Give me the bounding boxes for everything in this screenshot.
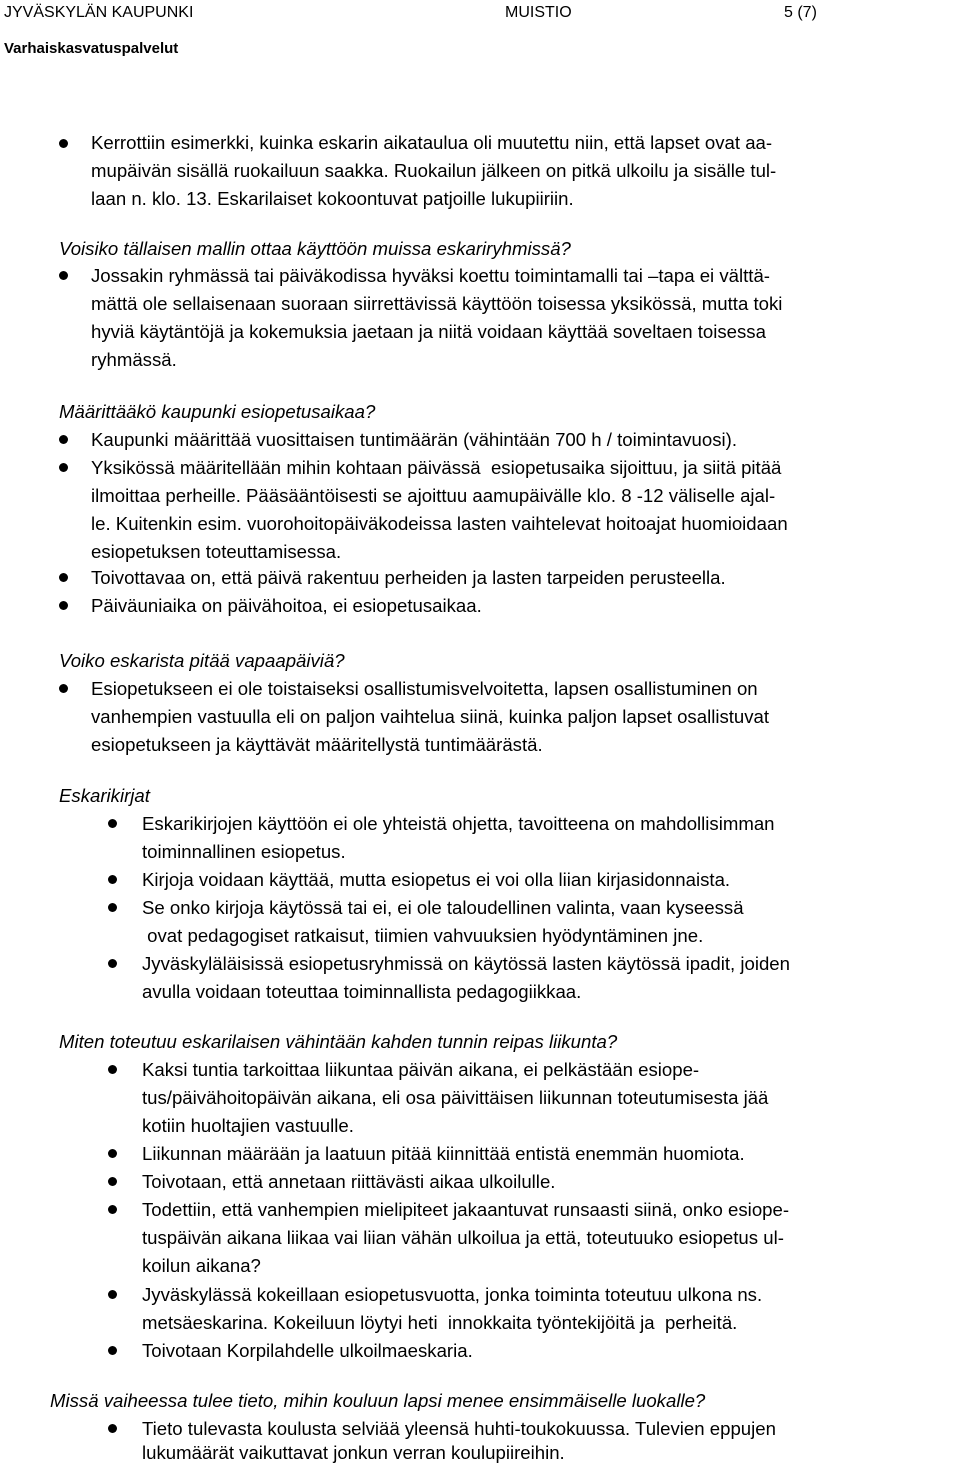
body-line: ovat pedagogiset ratkaisut, tiimien vahvuuksien hyödyntäminen jne. — [142, 925, 704, 946]
body-line: mupäivän sisällä ruokailuun saakka. Ruokailun jälkeen on pitkä ulkoilu ja sisälle tul- — [91, 160, 777, 181]
header-document-type: MUISTIO — [505, 4, 572, 21]
bullet-marker — [108, 959, 117, 968]
bullet-marker — [59, 435, 68, 444]
bullet-marker — [108, 1346, 117, 1355]
body-line: laan n. klo. 13. Eskarilaiset kokoontuvat patjoille lukupiiriin. — [91, 188, 574, 209]
bullet-marker — [59, 573, 68, 582]
body-line: Toivottavaa on, että päivä rakentuu perheiden ja lasten tarpeiden perusteella. — [91, 567, 726, 588]
bullet-marker — [59, 601, 68, 610]
body-line: Jyväskylässä kokeillaan esiopetusvuotta, jonka toiminta toteutuu ulkona ns. — [142, 1284, 763, 1305]
body-line: tuspäivän aikana liikaa vai liian vähän ulkoilua ja että, toteutuuko esiopetus ul- — [142, 1227, 784, 1248]
bullet-marker — [108, 875, 117, 884]
body-line: tus/päivähoitopäivän aikana, eli osa päivittäisen liikunnan toteutumisesta jää — [142, 1087, 769, 1108]
body-line: le. Kuitenkin esim. vuorohoitopäiväkodeissa lasten vaihtelevat hoitoajat huomioidaan — [91, 513, 788, 534]
body-line: Liikunnan määrään ja laatuun pitää kiinnittää entistä enemmän huomiota. — [142, 1143, 745, 1164]
body-line: ilmoittaa perheille. Pääsääntöisesti se ajoittuu aamupäivälle klo. 8 -12 väliselle ajal- — [91, 485, 776, 506]
body-line: Esiopetukseen ei ole toistaiseksi osallistumisvelvoitetta, lapsen osallistuminen on — [91, 678, 758, 699]
header-unit: Varhaiskasvatuspalvelut — [4, 40, 179, 57]
body-line: Yksikössä määritellään mihin kohtaan päivässä esiopetusaika sijoittuu, ja siitä pitää — [91, 457, 782, 478]
bullet-marker — [59, 139, 68, 148]
body-line: Kaksi tuntia tarkoittaa liikuntaa päivän aikana, ei pelkästään esiope- — [142, 1059, 700, 1080]
header-organization: JYVÄSKYLÄN KAUPUNKI — [4, 4, 194, 21]
body-line: koilun aikana? — [142, 1255, 261, 1276]
body-line: Kerrottiin esimerkki, kuinka eskarin aikataulua oli muutettu niin, että lapset ovat aa- — [91, 132, 773, 153]
body-line: metsäeskarina. Kokeiluun löytyi heti innokkaita työntekijöitä ja perheitä. — [142, 1312, 738, 1333]
question-heading: Miten toteutuu eskarilaisen vähintään kahden tunnin reipas liikunta? — [59, 1031, 618, 1052]
body-line: ryhmässä. — [91, 349, 177, 370]
body-line: esiopetukseen ja käyttävät määritellystä tuntimäärästä. — [91, 734, 543, 755]
body-line: toiminnallinen esiopetus. — [142, 841, 346, 862]
body-line: hyviä käytäntöjä ja kokemuksia jaetaan ja niitä voidaan käyttää soveltaen toisessa — [91, 321, 766, 342]
bullet-marker — [108, 1424, 117, 1433]
bullet-marker — [108, 1149, 117, 1158]
body-line: avulla voidaan toteuttaa toiminnallista pedagogiikkaa. — [142, 981, 582, 1002]
body-line: esiopetuksen toteuttamisessa. — [91, 541, 342, 562]
question-heading: Voiko eskarista pitää vapaapäiviä? — [59, 650, 345, 671]
bullet-marker — [108, 1205, 117, 1214]
body-line: Toivotaan, että annetaan riittävästi aikaa ulkoilulle. — [142, 1171, 556, 1192]
body-line: Päiväuniaika on päivähoitoa, ei esiopetusaikaa. — [91, 595, 482, 616]
body-line: Se onko kirjoja käytössä tai ei, ei ole taloudellinen valinta, vaan kyseessä — [142, 897, 744, 918]
body-line: Toivotaan Korpilahdelle ulkoilmaeskaria. — [142, 1340, 473, 1361]
body-line: kotiin huoltajien vastuulle. — [142, 1115, 354, 1136]
bullet-marker — [108, 819, 117, 828]
bullet-marker — [108, 1177, 117, 1186]
body-line: Todettiin, että vanhempien mielipiteet jakaantuvat runsaasti siinä, onko esiope- — [142, 1199, 790, 1220]
body-line: lukumäärät vaikuttavat jonkun verran koulupiireihin. — [142, 1442, 565, 1463]
bullet-marker — [59, 463, 68, 472]
body-line: Jossakin ryhmässä tai päiväkodissa hyväksi koettu toimintamalli tai –tapa ei välttä- — [91, 265, 770, 286]
body-line: Jyväskyläläisissä esiopetusryhmissä on käytössä lasten käytössä ipadit, joiden — [142, 953, 790, 974]
bullet-marker — [108, 903, 117, 912]
bullet-marker — [59, 684, 68, 693]
body-line: Kirjoja voidaan käyttää, mutta esiopetus ei voi olla liian kirjasidonnaista. — [142, 869, 731, 890]
question-heading: Eskarikirjat — [59, 785, 150, 806]
bullet-marker — [108, 1065, 117, 1074]
body-line: Kaupunki määrittää vuosittaisen tuntimäärän (vähintään 700 h / toimintavuosi). — [91, 429, 737, 450]
question-heading: Voisiko tällaisen mallin ottaa käyttöön muissa eskariryhmissä? — [59, 238, 571, 259]
question-heading: Määrittääkö kaupunki esiopetusaikaa? — [59, 401, 376, 422]
body-line: Eskarikirjojen käyttöön ei ole yhteistä ohjetta, tavoitteena on mahdollisimman — [142, 813, 775, 834]
bullet-marker — [59, 271, 68, 280]
body-line: Tieto tulevasta koulusta selviää yleensä huhti-toukokuussa. Tulevien eppujen — [142, 1418, 776, 1439]
body-line: mättä ole sellaisenaan suoraan siirrettävissä käyttöön toisessa yksikössä, mutta toki — [91, 293, 783, 314]
header-page-number: 5 (7) — [784, 4, 817, 21]
body-line: vanhempien vastuulla eli on paljon vaihtelua siinä, kuinka paljon lapset osallistuvat — [91, 706, 770, 727]
bullet-marker — [108, 1290, 117, 1299]
question-heading: Missä vaiheessa tulee tieto, mihin kouluun lapsi menee ensimmäiselle luokalle? — [50, 1390, 706, 1411]
